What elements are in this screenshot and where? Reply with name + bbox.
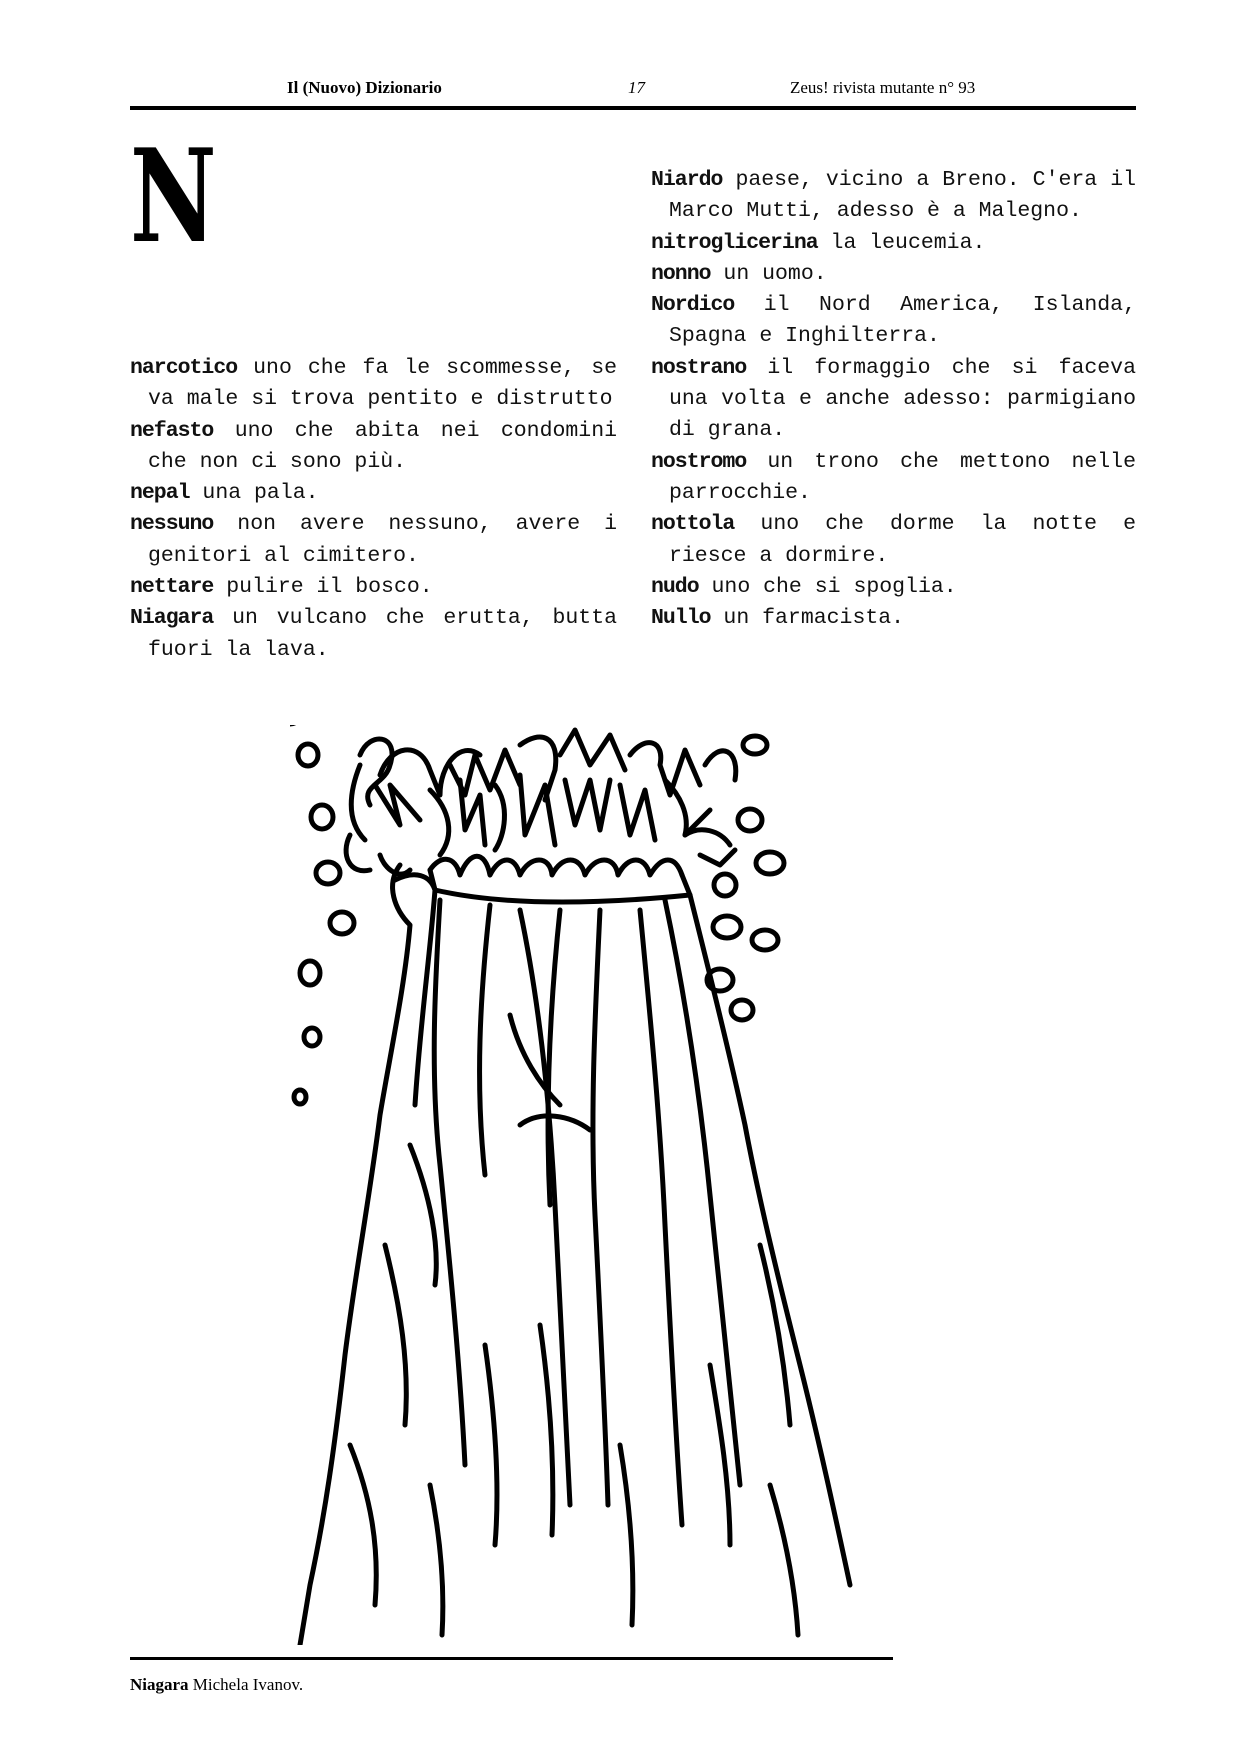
entry-term: Nordico <box>651 293 735 318</box>
dictionary-entry <box>651 509 1136 572</box>
page-number: 17 <box>628 78 645 97</box>
entry-term: nefasto <box>130 418 214 443</box>
entry-term: nessuno <box>130 512 214 537</box>
entry-term: nottola <box>651 512 735 537</box>
publication-title: Il (Nuovo) Dizionario <box>287 78 442 97</box>
entry-definition: uno che fa le scommesse, se va male si trova pentito e distrutto <box>148 356 618 412</box>
entry-definition: il Nord America, Islanda, Spagna e Inghilterra. <box>669 293 1136 349</box>
entry-definition: uno che si spoglia. <box>711 574 957 599</box>
dictionary-entry <box>130 416 617 479</box>
entry-definition: un vulcano che erutta, butta fuori la lava. <box>148 606 617 662</box>
caption-author: Michela Ivanov. <box>192 1675 304 1694</box>
dictionary-entry <box>651 572 1136 603</box>
page-header <box>130 74 1136 104</box>
entry-definition: non avere nessuno, avere i genitori al cimitero. <box>148 512 617 568</box>
entry-term: nitroglicerina <box>651 230 818 255</box>
dictionary-entry <box>130 353 617 416</box>
dictionary-entry <box>130 603 617 666</box>
dictionary-entry <box>651 228 1136 259</box>
entry-term: nostromo <box>651 449 747 474</box>
entry-definition: uno che abita nei condomini che non ci sono più. <box>148 418 618 474</box>
header-rule <box>130 106 1136 110</box>
dictionary-entry <box>651 353 1136 447</box>
entry-definition: il formaggio che si faceva una volta e anche adesso: parmigiano di grana. <box>669 355 1136 443</box>
entry-definition: una pala. <box>202 481 319 506</box>
entry-term: nettare <box>130 575 214 600</box>
dictionary-entry <box>130 478 617 509</box>
entry-term: nonno <box>651 261 711 286</box>
entry-definition: pulire il bosco. <box>226 575 433 600</box>
dictionary-entry <box>651 165 1136 228</box>
entry-term: Niardo <box>651 168 723 192</box>
entries-column-right <box>651 165 1136 634</box>
issue-label: Zeus! rivista mutante n° 93 <box>790 78 976 97</box>
footer-rule <box>130 1657 893 1660</box>
dictionary-entry <box>651 603 1136 634</box>
entry-term: Nullo <box>651 606 711 631</box>
section-letter: N <box>130 122 214 272</box>
entry-definition: un uomo. <box>723 261 827 286</box>
crater-rim <box>430 856 682 875</box>
entry-term: nostrano <box>651 355 747 380</box>
lava-blobs <box>290 725 784 1104</box>
dictionary-entry <box>130 509 617 572</box>
dictionary-entry <box>651 259 1136 290</box>
entry-term: Niagara <box>130 606 214 631</box>
dictionary-entry <box>651 290 1136 353</box>
entry-definition: la leucemia. <box>830 230 986 255</box>
figure-caption <box>130 1675 303 1695</box>
entry-definition: un farmacista. <box>723 606 905 631</box>
entry-definition: uno che dorme la notte e riesce a dormire. <box>669 512 1136 568</box>
entry-definition: paese, vicino a Breno. C'era il Marco Mutti, adesso è a Malegno. <box>669 168 1137 224</box>
entry-term: nudo <box>651 574 699 599</box>
caption-term: Niagara <box>130 1675 189 1694</box>
entry-term: nepal <box>130 481 190 506</box>
entries-column-left <box>130 353 617 666</box>
dictionary-entry <box>651 447 1136 510</box>
entry-term: narcotico <box>130 356 238 380</box>
volcano-drawing <box>290 725 890 1645</box>
entry-definition: un trono che mettono nelle parrocchie. <box>669 449 1136 505</box>
eruption-scribbles <box>346 730 736 874</box>
dictionary-entry <box>130 572 617 603</box>
